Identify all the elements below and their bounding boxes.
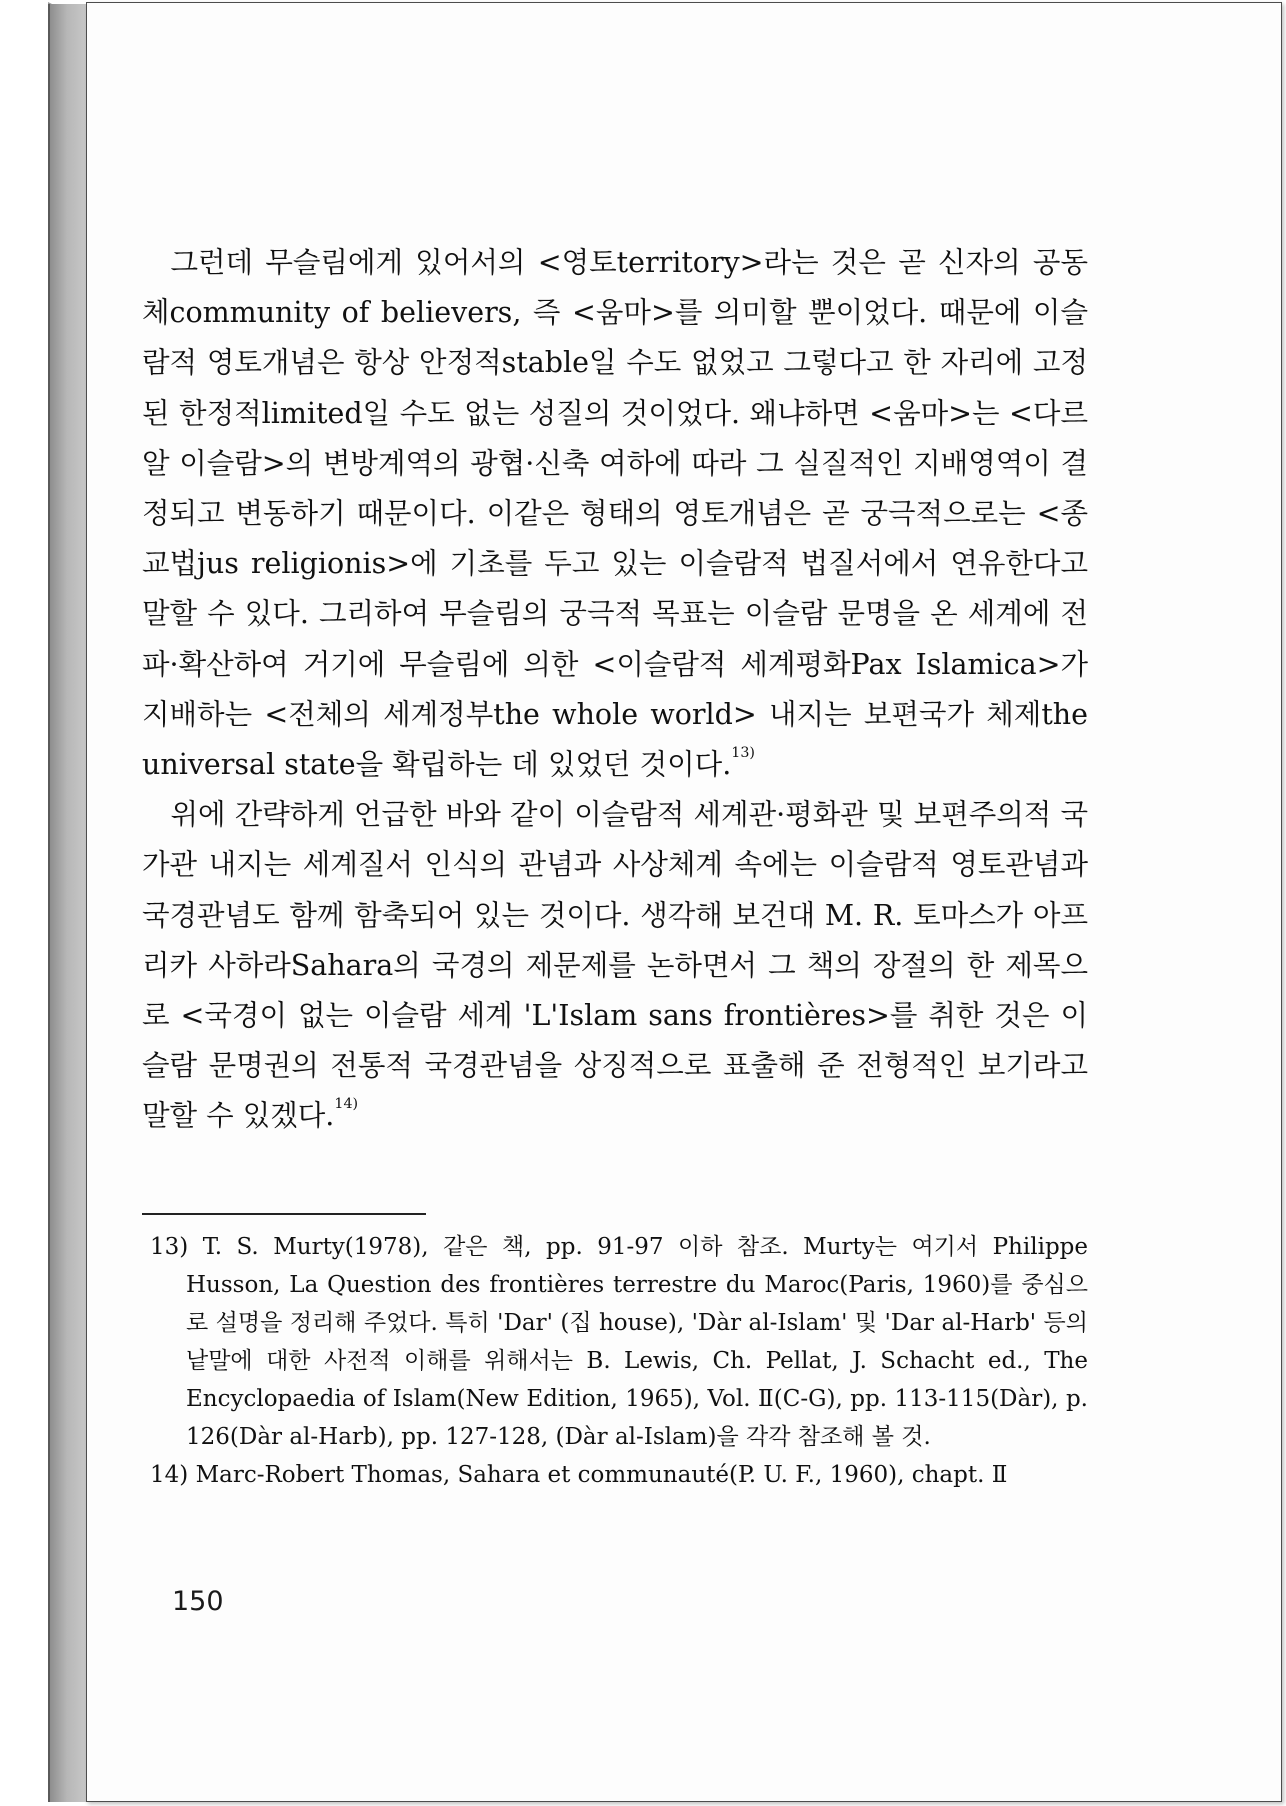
footnote-reference[interactable]: 13) — [731, 744, 755, 761]
main-body-text — [142, 238, 1088, 1142]
footnote-divider — [142, 1213, 426, 1215]
footnote-number: 13) — [150, 1234, 189, 1260]
footnote — [150, 1456, 1088, 1494]
paragraph — [142, 238, 1088, 790]
footnote-text: Marc-Robert Thomas, Sahara et communauté(P. U. F., 1960), chapt. Ⅱ — [195, 1462, 1008, 1488]
footnote-number: 14) — [150, 1462, 189, 1488]
footnote-text: T. S. Murty(1978), 같은 책, pp. 91-97 이하 참조. Murty는 여기서 Philippe Husson, La Question des frontières terrestre du Maroc(Paris, 1960)를 중심으로 설명을 정리해 주었다. 특히 'Dar' (집 house), 'Dàr al-Islam' 및 'Dar al-Harb' 등의 낱말에 대한 사전적 이해를 위해서는 B. Lewis, Ch. Pellat, J. Schacht ed., The Encyclopaedia of Islam(New Edition, 1965), Vol. Ⅱ(C-G), pp. 113-115(Dàr), p. 126(Dàr al-Harb), pp. 127-128, (Dàr al-Islam)을 각각 참조해 볼 것. — [186, 1234, 1088, 1450]
paragraph-text: 위에 간략하게 언급한 바와 같이 이슬람적 세계관·평화관 및 보편주의적 국가관 내지는 세계질서 인식의 관념과 사상체계 속에는 이슬람적 영토관념과 국경관념도 함께 함축되어 있는 것이다. 생각해 보건대 M. R. 토마스가 아프리카 사하라Sahara의 국경의 제문제를 논하면서 그 책의 장절의 한 제목으로 <국경이 없는 이슬람 세계 'L'Islam sans frontières>를 취한 것은 이슬람 문명권의 전통적 국경관념을 상징적으로 표출해 준 전형적인 보기라고 말할 수 있겠다. — [142, 798, 1088, 1133]
footnote-reference[interactable]: 14) — [334, 1096, 359, 1113]
paragraph-text: 그런데 무슬림에게 있어서의 <영토territory>라는 것은 곧 신자의 공동체community of believers, 즉 <움마>를 의미할 뿐이었다. 때문에 이슬람적 영토개념은 항상 안정적stable일 수도 없었고 그렇다고 한 자리에 고정된 한정적limited일 수도 없는 성질의 것이었다. 왜냐하면 <움마>는 <다르 알 이슬람>의 변방계역의 광협·신축 여하에 따라 그 실질적인 지배영역이 결정되고 변동하기 때문이다. 이같은 형태의 영토개념은 곧 궁극적으로는 <종교법jus religionis>에 기초를 두고 있는 이슬람적 법질서에서 연유한다고 말할 수 있다. 그리하여 무슬림의 궁극적 목표는 이슬람 문명을 온 세계에 전파·확산하여 거기에 무슬림에 의한 <이슬람적 세계평화Pax Islamica>가 지배하는 <전체의 세계정부the whole world> 내지는 보편국가 체제the universal state을 확립하는 데 있었던 것이다. — [142, 246, 1088, 782]
footnote — [150, 1228, 1088, 1456]
book-spine — [48, 4, 88, 1802]
paragraph — [142, 790, 1088, 1141]
footnotes — [150, 1228, 1088, 1494]
page-number: 150 — [172, 1586, 224, 1617]
